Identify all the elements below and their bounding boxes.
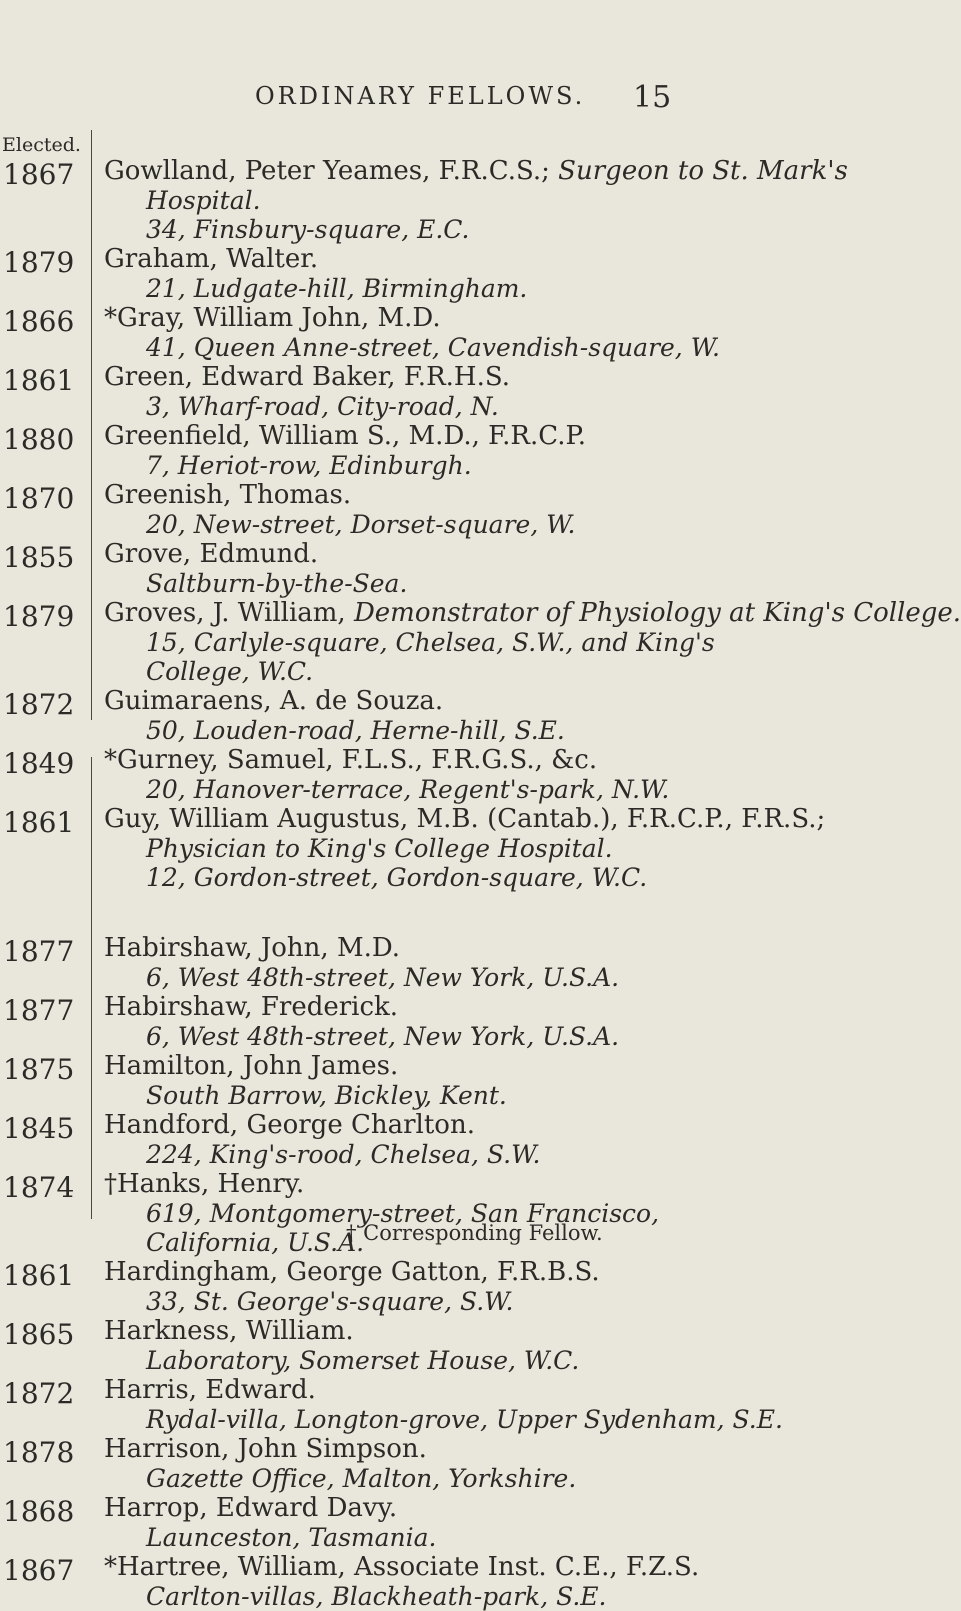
page-header: [0, 82, 800, 122]
fellow-position: Hospital.: [146, 186, 261, 215]
election-year: 1878: [3, 1436, 75, 1469]
fellow-entry: [0, 1051, 800, 1110]
election-year: 1870: [3, 482, 75, 515]
fellow-entry: [0, 1493, 800, 1552]
fellow-address: Rydal-villa, Longton-grove, Upper Sydenham, S.E.: [146, 1405, 783, 1434]
fellow-name: [104, 1257, 784, 1287]
fellow-address: 33, St. George's-square, S.W.: [146, 1287, 514, 1316]
fellow-entry: [0, 804, 826, 892]
fellow-address: Gazette Office, Malton, Yorkshire.: [146, 1464, 577, 1493]
fellow-address: South Barrow, Bickley, Kent.: [146, 1081, 507, 1110]
fellow-entry: [0, 1110, 800, 1169]
entry-body: [104, 1434, 784, 1493]
fellow-name: [104, 745, 784, 775]
election-year: 1877: [3, 935, 75, 968]
fellow-name-text: Greenfield, William S., M.D., F.R.C.P.: [104, 421, 586, 451]
fellow-name: [104, 303, 784, 333]
fellow-name: [104, 539, 784, 569]
fellow-address: 21, Ludgate-hill, Birmingham.: [146, 274, 528, 303]
entry-body: [104, 1051, 784, 1110]
election-year: 1868: [3, 1495, 75, 1528]
fellow-address: 41, Queen Anne-street, Cavendish-square, W.: [146, 333, 720, 362]
fellow-entry: [0, 686, 800, 745]
fellow-address: 50, Louden-road, Herne-hill, S.E.: [146, 716, 565, 745]
fellow-name: [104, 598, 961, 628]
fellow-address: 6, West 48th-street, New York, U.S.A.: [146, 1022, 620, 1051]
election-year: 1861: [3, 1259, 75, 1292]
entry-body: [104, 1110, 784, 1169]
entries-g-section: [0, 156, 961, 892]
fellow-name-text: Habirshaw, John, M.D.: [104, 933, 401, 963]
page-number: 15: [633, 80, 672, 115]
fellow-name: [104, 244, 784, 274]
fellow-name-text: Graham, Walter.: [104, 244, 319, 274]
fellow-name: [104, 156, 848, 186]
fellow-name-text: Harris, Edward.: [104, 1375, 316, 1405]
fellow-address: 20, Hanover-terrace, Regent's-park, N.W.: [146, 775, 670, 804]
election-year: 1872: [3, 688, 75, 721]
fellow-entry: [0, 933, 800, 992]
fellow-entry: [0, 303, 800, 362]
election-year: 1861: [3, 364, 75, 397]
election-year: 1849: [3, 747, 75, 780]
election-year: 1874: [3, 1171, 75, 1204]
fellow-name: [104, 1169, 784, 1199]
election-year: 1880: [3, 423, 75, 456]
fellow-address: Carlton-villas, Blackheath-park, S.E.: [146, 1582, 607, 1611]
fellow-name: [104, 1552, 784, 1582]
election-year: 1879: [3, 246, 75, 279]
election-year: 1877: [3, 994, 75, 1027]
fellow-entry: [0, 992, 800, 1051]
fellow-address: Launceston, Tasmania.: [146, 1523, 437, 1552]
section-gap: [0, 892, 800, 933]
fellow-name: [104, 1316, 784, 1346]
fellow-entry: [0, 1552, 800, 1611]
entry-body: [104, 303, 784, 362]
fellow-name-text: Hamilton, John James.: [104, 1051, 399, 1081]
fellow-name-text: *Gray, William John, M.D.: [104, 303, 441, 333]
fellow-entry: [0, 362, 800, 421]
fellow-title: Demonstrator of Physiology at King's College.: [345, 598, 961, 628]
running-title: ORDINARY FELLOWS.: [255, 82, 586, 110]
elected-column-heading: Elected.: [2, 134, 81, 156]
footnote: † Corresponding Fellow.: [346, 1221, 603, 1245]
fellow-name-text: Habirshaw, Frederick.: [104, 992, 399, 1022]
fellow-name-text: Harrison, John Simpson.: [104, 1434, 427, 1464]
fellow-entry: [0, 745, 800, 804]
entry-body: [104, 156, 848, 244]
entry-body: [104, 1493, 784, 1552]
entry-body: [104, 933, 784, 992]
entry-body: [104, 362, 784, 421]
fellow-entry: [0, 1316, 800, 1375]
fellow-address: 6, West 48th-street, New York, U.S.A.: [146, 963, 620, 992]
election-year: 1866: [3, 305, 75, 338]
entry-body: [104, 1552, 784, 1611]
fellow-name: [104, 686, 784, 716]
fellow-entry: [0, 244, 800, 303]
entry-body: [104, 480, 784, 539]
fellow-name: [104, 1051, 784, 1081]
fellows-list: [0, 156, 961, 1611]
fellow-address: 224, King's-rood, Chelsea, S.W.: [146, 1140, 541, 1169]
entry-body: [104, 1375, 784, 1434]
entry-body: [104, 421, 784, 480]
fellow-name-text: †Hanks, Henry.: [104, 1169, 305, 1199]
entry-body: [104, 992, 784, 1051]
fellow-name: [104, 1375, 784, 1405]
election-year: 1865: [3, 1318, 75, 1351]
fellow-name: [104, 1493, 784, 1523]
fellow-position: Physician to King's College Hospital.: [146, 834, 613, 863]
fellow-name-text: Harkness, William.: [104, 1316, 354, 1346]
fellow-title: Surgeon to St. Mark's: [549, 156, 848, 186]
election-year: 1861: [3, 806, 75, 839]
entry-body: [104, 598, 961, 686]
election-year: 1875: [3, 1053, 75, 1086]
fellow-name-text: Guimaraens, A. de Souza.: [104, 686, 444, 716]
entries-h-section: [0, 933, 800, 1611]
fellow-address: 619, Montgomery-street, San Francisco, California, U.S.A.: [146, 1199, 660, 1257]
election-year: 1867: [3, 1554, 75, 1587]
election-year: 1879: [3, 600, 75, 633]
fellow-entry: [0, 1375, 800, 1434]
fellow-name-text: Guy, William Augustus, M.B. (Cantab.), F.R.C.P., F.R.S.;: [104, 804, 826, 834]
fellow-entry: [0, 421, 800, 480]
election-year: 1867: [3, 158, 75, 191]
fellow-entry: [0, 156, 848, 244]
fellow-address: Laboratory, Somerset House, W.C.: [146, 1346, 580, 1375]
fellow-entry: [0, 480, 800, 539]
fellow-entry: [0, 1434, 800, 1493]
fellow-address: 20, New-street, Dorset-square, W.: [146, 510, 576, 539]
fellow-address: Saltburn-by-the-Sea.: [146, 569, 408, 598]
entry-body: [104, 539, 784, 598]
fellow-entry: [0, 598, 961, 686]
fellow-name-text: *Gurney, Samuel, F.L.S., F.R.G.S., &c.: [104, 745, 598, 775]
entry-body: [104, 1316, 784, 1375]
fellow-address: 7, Heriot-row, Edinburgh.: [146, 451, 472, 480]
fellow-name-text: Handford, George Charlton.: [104, 1110, 475, 1140]
fellow-name: [104, 992, 784, 1022]
fellow-address: 12, Gordon-street, Gordon-square, W.C.: [146, 863, 648, 892]
fellow-name: [104, 421, 784, 451]
fellow-entry: [0, 539, 800, 598]
fellow-entry: [0, 1257, 800, 1316]
fellow-name-text: Green, Edward Baker, F.R.H.S.: [104, 362, 510, 392]
entry-body: [104, 1257, 784, 1316]
fellow-name: [104, 1434, 784, 1464]
entry-body: [104, 745, 784, 804]
fellow-address: 34, Finsbury-square, E.C.: [146, 215, 470, 244]
fellow-name: [104, 362, 784, 392]
fellow-name-text: Greenish, Thomas.: [104, 480, 352, 510]
fellow-name: [104, 1110, 784, 1140]
entry-body: [104, 804, 826, 892]
fellow-name: [104, 480, 784, 510]
fellow-name-text: Groves, J. William,: [104, 598, 346, 628]
fellow-name: [104, 804, 826, 834]
fellow-name-text: *Hartree, William, Associate Inst. C.E., F.Z.S.: [104, 1552, 700, 1582]
fellow-address: 3, Wharf-road, City-road, N.: [146, 392, 499, 421]
election-year: 1872: [3, 1377, 75, 1410]
fellow-name-text: Grove, Edmund.: [104, 539, 319, 569]
election-year: 1855: [3, 541, 75, 574]
fellow-address: 15, Carlyle-square, Chelsea, S.W., and King's College, W.C.: [146, 628, 715, 686]
entry-body: [104, 244, 784, 303]
fellow-name-text: Hardingham, George Gatton, F.R.B.S.: [104, 1257, 600, 1287]
fellow-name-text: Harrop, Edward Davy.: [104, 1493, 398, 1523]
fellow-name-text: Gowlland, Peter Yeames, F.R.C.S.;: [104, 156, 550, 186]
entry-body: [104, 686, 784, 745]
fellow-name: [104, 933, 784, 963]
election-year: 1845: [3, 1112, 75, 1145]
